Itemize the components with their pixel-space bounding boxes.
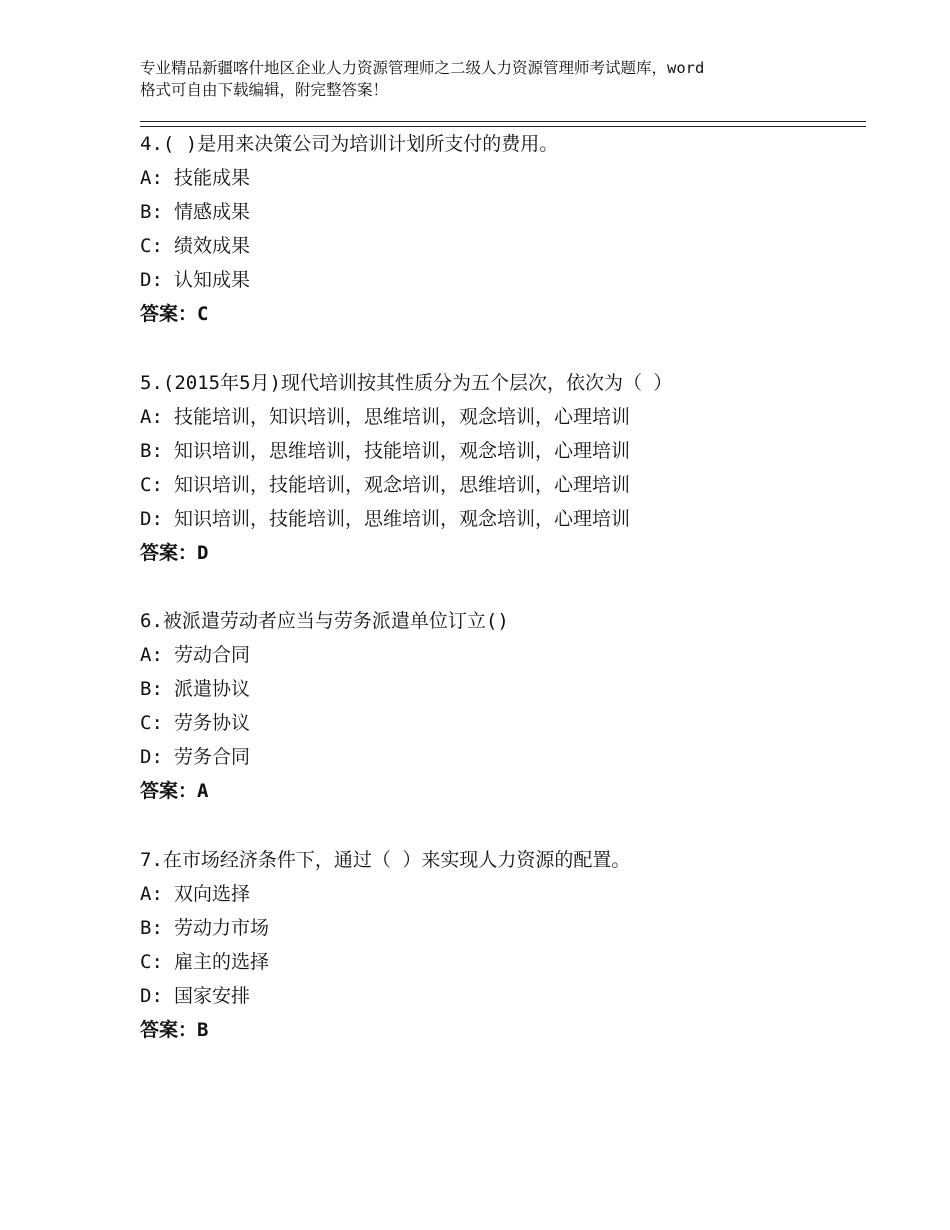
answer-value: B <box>197 1019 209 1041</box>
option-key: D: <box>140 985 163 1007</box>
option-key: A: <box>140 406 163 428</box>
answer-label: 答案： <box>140 542 198 564</box>
question-stem: 6.被派遣劳动者应当与劳务派遣单位订立() <box>140 610 509 632</box>
header-line-2: 格式可自由下载编辑，附完整答案！ <box>140 81 389 99</box>
option-c <box>140 468 860 502</box>
answer-value: D <box>197 542 209 564</box>
option-key: A: <box>140 167 163 189</box>
document-header <box>140 57 840 101</box>
option-text: 情感成果 <box>174 201 251 223</box>
answer-value: A <box>197 780 209 802</box>
option-d <box>140 502 860 536</box>
option-b <box>140 911 860 945</box>
option-text: 技能成果 <box>174 167 251 189</box>
option-c <box>140 706 860 740</box>
option-text: 劳动合同 <box>174 644 251 666</box>
option-key: B: <box>140 201 163 223</box>
option-b <box>140 434 860 468</box>
option-b <box>140 672 860 706</box>
option-key: A: <box>140 644 163 666</box>
option-text: 认知成果 <box>174 269 251 291</box>
option-key: B: <box>140 440 163 462</box>
option-key: C: <box>140 712 163 734</box>
question-5 <box>140 366 860 570</box>
answer-value: C <box>197 303 209 325</box>
option-c <box>140 229 860 263</box>
question-stem: 4.( )是用来决策公司为培训计划所支付的费用。 <box>140 133 559 155</box>
option-a <box>140 400 860 434</box>
option-text: 知识培训，技能培训，观念培训，思维培训，心理培训 <box>174 474 631 496</box>
question-stem: 7.在市场经济条件下，通过（ ）来实现人力资源的配置。 <box>140 849 631 871</box>
question-4 <box>140 127 860 331</box>
option-a <box>140 161 860 195</box>
option-d <box>140 263 860 297</box>
option-c <box>140 945 860 979</box>
option-text: 知识培训，技能培训，思维培训，观念培训，心理培训 <box>174 508 631 530</box>
answer-line <box>140 536 860 570</box>
option-key: B: <box>140 917 163 939</box>
option-key: C: <box>140 235 163 257</box>
option-text: 雇主的选择 <box>174 951 270 973</box>
option-key: C: <box>140 951 163 973</box>
option-d <box>140 979 860 1013</box>
option-a <box>140 638 860 672</box>
option-text: 双向选择 <box>174 883 251 905</box>
option-key: A: <box>140 883 163 905</box>
option-text: 绩效成果 <box>174 235 251 257</box>
option-text: 劳务协议 <box>174 712 251 734</box>
option-text: 知识培训，思维培训，技能培训，观念培训，心理培训 <box>174 440 631 462</box>
option-a <box>140 877 860 911</box>
option-key: D: <box>140 508 163 530</box>
question-stem: 5.(2015年5月)现代培训按其性质分为五个层次，依次为（ ） <box>140 372 673 394</box>
header-line-1: 专业精品新疆喀什地区企业人力资源管理师之二级人力资源管理师考试题库，word <box>140 59 705 77</box>
option-b <box>140 195 860 229</box>
option-key: D: <box>140 746 163 768</box>
answer-label: 答案： <box>140 303 198 325</box>
answer-label: 答案： <box>140 780 198 802</box>
option-text: 劳务合同 <box>174 746 251 768</box>
answer-line <box>140 1013 860 1047</box>
option-text: 劳动力市场 <box>174 917 270 939</box>
option-key: D: <box>140 269 163 291</box>
option-key: C: <box>140 474 163 496</box>
answer-line <box>140 774 860 808</box>
question-7 <box>140 843 860 1047</box>
question-6 <box>140 604 860 808</box>
answer-label: 答案： <box>140 1019 198 1041</box>
option-key: B: <box>140 678 163 700</box>
option-text: 国家安排 <box>174 985 251 1007</box>
option-text: 派遣协议 <box>174 678 251 700</box>
answer-line <box>140 297 860 331</box>
option-text: 技能培训，知识培训，思维培训，观念培训，心理培训 <box>174 406 631 428</box>
option-d <box>140 740 860 774</box>
